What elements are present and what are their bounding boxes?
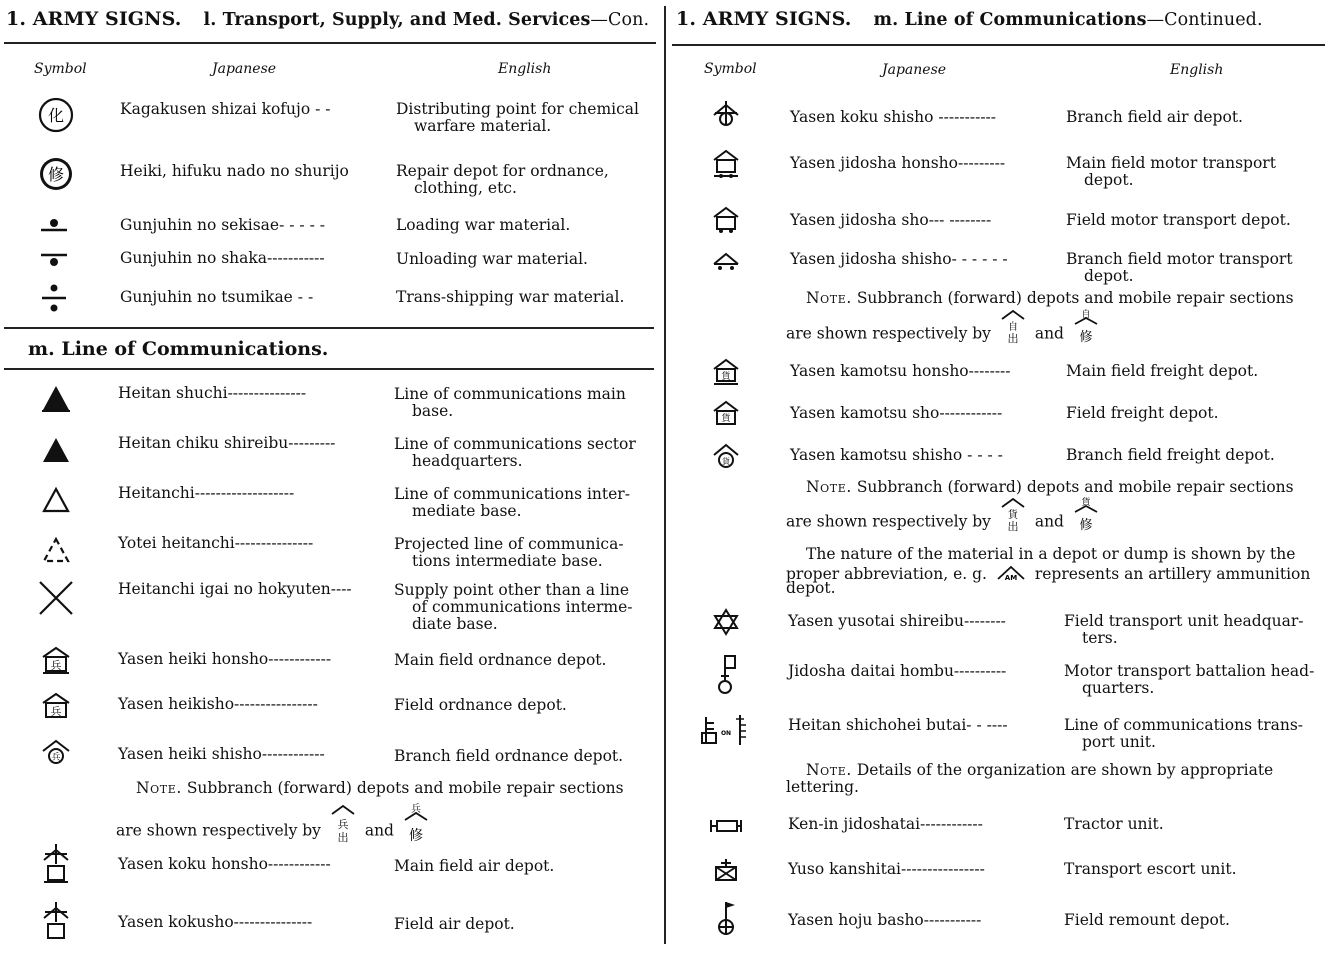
subbranch-depot-icon xyxy=(330,804,356,859)
subbranch-depot-icon xyxy=(1000,309,1026,360)
japanese-term: Heitanchi------------------- xyxy=(118,484,295,502)
section-rule xyxy=(4,327,654,329)
english-line: clothing, etc. xyxy=(414,179,517,197)
right-page-header xyxy=(676,8,1335,30)
english-line: Line of communications main xyxy=(394,385,626,403)
col-head-japanese: Japanese xyxy=(212,61,277,77)
note-line: are shown respectively by xyxy=(116,821,321,840)
english-term xyxy=(394,582,654,633)
svg-text:化: 化 xyxy=(47,106,65,125)
repair-depot-icon xyxy=(34,154,78,194)
english-line: Line of communications sector xyxy=(394,435,636,453)
col-head-symbol: Symbol xyxy=(34,61,87,77)
note-and: and xyxy=(1034,324,1064,343)
english-term xyxy=(1064,663,1328,697)
motor-depot-icon xyxy=(704,200,748,240)
svg-text:兵: 兵 xyxy=(50,705,62,718)
transship-icon xyxy=(32,278,76,318)
english-term: Field air depot. xyxy=(394,915,515,933)
japanese-term: Yasen kamotsu honsho-------- xyxy=(790,362,1011,380)
english-line: depot. xyxy=(1084,171,1134,189)
nature-paragraph xyxy=(786,546,1328,563)
svg-text:貨: 貨 xyxy=(1007,510,1018,521)
english-line: tions intermediate base. xyxy=(412,552,603,570)
english-term: Trans-shipping war material. xyxy=(396,288,625,306)
english-term: Field ordnance depot. xyxy=(394,696,567,714)
left-header-section: l. Transport, Supply, and Med. Services xyxy=(203,10,591,30)
subsection-title: m. Line of Communications. xyxy=(28,338,329,360)
note-label: Note. xyxy=(806,761,852,779)
mobile-repair-icon xyxy=(403,802,429,861)
english-line: Line of communications trans- xyxy=(1064,716,1304,734)
note-text xyxy=(786,779,1328,796)
col-head-english: English xyxy=(1170,62,1224,78)
note-and: and xyxy=(364,821,394,840)
english-term xyxy=(1066,251,1328,285)
japanese-term: Gunjuhin no shaka----------- xyxy=(120,249,325,267)
english-line: Distributing point for chemical xyxy=(396,100,639,118)
note-label: Note. xyxy=(806,478,852,496)
right-header-cont: —Continued. xyxy=(1146,10,1263,30)
section-rule xyxy=(4,368,654,370)
japanese-term: Kagakusen shizai kofujo - - xyxy=(120,100,331,118)
english-term: Field remount depot. xyxy=(1064,911,1230,929)
supply-point-icon xyxy=(34,578,78,618)
japanese-term: Yuso kanshitai---------------- xyxy=(788,860,985,878)
svg-text:兵: 兵 xyxy=(337,818,349,831)
japanese-term: Yasen heiki honsho------------ xyxy=(118,650,332,668)
svg-text:自: 自 xyxy=(1081,310,1091,320)
japanese-term: Heiki, hifuku nado no shurijo xyxy=(120,162,349,180)
english-term: Branch field freight depot. xyxy=(1066,446,1275,464)
col-head-japanese: Japanese xyxy=(882,62,947,78)
loc-unit-label: ON xyxy=(720,730,732,737)
english-line: base. xyxy=(412,402,454,420)
escort-unit-icon xyxy=(704,850,748,890)
branch-freight-depot-icon xyxy=(704,436,748,476)
ordnance-depot-icon xyxy=(34,686,78,726)
english-line: Line of communications inter- xyxy=(394,485,630,503)
air-depot-icon xyxy=(34,902,78,942)
left-page-header xyxy=(6,8,660,30)
english-term: Loading war material. xyxy=(396,216,571,234)
note-text xyxy=(786,762,1328,779)
main-ordnance-depot-icon xyxy=(34,640,78,680)
english-term: Main field air depot. xyxy=(394,857,555,875)
motor-battalion-hq-icon xyxy=(704,654,748,694)
svg-text:修: 修 xyxy=(1079,518,1093,533)
japanese-term: Ken-in jidoshatai------------ xyxy=(788,815,983,833)
svg-text:出: 出 xyxy=(1007,332,1019,345)
branch-ordnance-depot-icon xyxy=(34,732,78,772)
english-term: Unloading war material. xyxy=(396,250,588,268)
main-freight-depot-icon xyxy=(704,352,748,392)
english-term: Tractor unit. xyxy=(1064,815,1164,833)
header-rule xyxy=(672,44,1325,46)
english-line: headquarters. xyxy=(412,452,523,470)
loc-transport-unit-icon xyxy=(698,710,754,750)
english-line: Branch field motor transport xyxy=(1066,250,1293,268)
english-term xyxy=(396,163,654,197)
japanese-term: Heitan shichohei butai- - ---- xyxy=(788,716,1008,734)
nature-line: proper abbreviation, e. g. xyxy=(786,565,987,583)
intermediate-base-icon xyxy=(34,480,78,520)
note-line: lettering. xyxy=(786,778,859,796)
branch-air-depot-icon xyxy=(704,94,748,134)
main-air-depot-icon xyxy=(34,844,78,884)
japanese-term: Yasen jidosha honsho--------- xyxy=(790,154,1006,172)
svg-text:兵: 兵 xyxy=(51,753,61,763)
svg-text:修: 修 xyxy=(47,165,65,184)
english-line: mediate base. xyxy=(412,502,522,520)
nature-line: represents an artillery ammunition xyxy=(1034,565,1311,583)
subbranch-depot-icon xyxy=(1000,497,1026,548)
japanese-term: Yasen kamotsu shisho - - - - xyxy=(790,446,1003,464)
note-label: Note. xyxy=(806,289,852,307)
branch-motor-depot-icon xyxy=(704,242,748,282)
english-term xyxy=(394,386,654,420)
unloading-icon xyxy=(32,240,76,280)
english-line: Repair depot for ordnance, xyxy=(396,162,609,180)
col-head-symbol: Symbol xyxy=(704,61,757,77)
english-line: Projected line of communica- xyxy=(394,535,624,553)
english-term: Main field ordnance depot. xyxy=(394,651,607,669)
note-line: Subbranch (forward) depots and mobile repair sections xyxy=(186,779,624,797)
note-line: Subbranch (forward) depots and mobile repair sections xyxy=(856,289,1294,307)
english-line: ters. xyxy=(1082,629,1118,647)
svg-text:貨: 貨 xyxy=(721,414,731,424)
english-term xyxy=(394,536,654,570)
english-line: of communications interme- xyxy=(412,598,633,616)
english-term: Field motor transport depot. xyxy=(1066,211,1291,229)
svg-text:貨: 貨 xyxy=(721,372,731,382)
svg-text:出: 出 xyxy=(1007,520,1019,533)
english-line: port unit. xyxy=(1082,733,1156,751)
english-term: Transport escort unit. xyxy=(1064,860,1237,878)
freight-depot-icon xyxy=(704,394,748,434)
svg-text:修: 修 xyxy=(408,828,423,844)
left-header-cont: —Con. xyxy=(590,10,650,30)
mobile-repair-icon xyxy=(1073,496,1099,549)
english-term xyxy=(1066,155,1328,189)
japanese-term: Jidosha daitai hombu---------- xyxy=(788,662,1007,680)
note-and: and xyxy=(1034,512,1064,531)
japanese-term: Yasen jidosha sho--- -------- xyxy=(790,211,992,229)
note-text xyxy=(786,308,1186,361)
note-text xyxy=(786,479,1328,496)
tractor-unit-icon xyxy=(704,806,748,846)
remount-depot-icon xyxy=(704,898,748,938)
japanese-term: Heitan shuchi--------------- xyxy=(118,384,307,402)
english-line: Field transport unit headquar- xyxy=(1064,612,1304,630)
japanese-term: Gunjuhin no sekisae- - - - - xyxy=(120,216,325,234)
japanese-term: Yasen koku shisho ----------- xyxy=(790,108,997,126)
japanese-term: Yotei heitanchi--------------- xyxy=(118,534,314,552)
right-column xyxy=(670,0,1339,958)
right-header-section: m. Line of Communications xyxy=(873,10,1147,30)
note-text xyxy=(786,290,1328,307)
japanese-term: Yasen heiki shisho------------ xyxy=(118,745,325,763)
english-line: quarters. xyxy=(1082,679,1155,697)
english-line: Supply point other than a line xyxy=(394,581,630,599)
svg-text:出: 出 xyxy=(337,831,349,844)
nature-line: The nature of the material in a depot or dump is shown by the xyxy=(806,545,1296,563)
mobile-repair-icon xyxy=(1073,308,1099,361)
english-term: Field freight depot. xyxy=(1066,404,1219,422)
japanese-term: Yasen jidosha shisho- - - - - - xyxy=(790,250,1008,268)
note-label: Note. xyxy=(136,779,182,797)
main-motor-depot-icon xyxy=(704,144,748,184)
svg-text:兵: 兵 xyxy=(50,659,62,672)
english-term xyxy=(1064,717,1328,751)
english-line: warfare material. xyxy=(414,117,552,135)
left-header-num: 1. ARMY SIGNS. xyxy=(6,8,182,30)
english-line: depot. xyxy=(1084,267,1134,285)
english-term: Main field freight depot. xyxy=(1066,362,1259,380)
english-term xyxy=(1064,613,1328,647)
japanese-term: Yasen yusotai shireibu-------- xyxy=(788,612,1006,630)
japanese-term: Yasen koku honsho------------ xyxy=(118,855,331,873)
svg-text:貨: 貨 xyxy=(722,457,730,466)
note-line: are shown respectively by xyxy=(786,512,991,531)
english-term: Branch field air depot. xyxy=(1066,108,1243,126)
main-base-icon xyxy=(34,378,78,418)
svg-text:貨: 貨 xyxy=(1081,498,1091,508)
svg-text:修: 修 xyxy=(1079,330,1093,345)
nature-line: depot. xyxy=(786,579,836,597)
note-line: Details of the organization are shown by appropriate xyxy=(856,761,1274,779)
field-transport-hq-icon xyxy=(704,602,748,642)
note-text xyxy=(786,496,1186,549)
english-line: Motor transport battalion head- xyxy=(1064,662,1315,680)
japanese-term: Heitan chiku shireibu--------- xyxy=(118,434,336,452)
left-column xyxy=(0,0,664,958)
note-text xyxy=(116,802,516,861)
japanese-term: Gunjuhin no tsumikae - - xyxy=(120,288,314,306)
english-term: Branch field ordnance depot. xyxy=(394,747,624,765)
note-text xyxy=(116,780,654,797)
svg-text:自: 自 xyxy=(1007,322,1018,333)
projected-base-icon xyxy=(34,530,78,570)
english-term xyxy=(396,101,654,135)
ammunition-abbr: AM xyxy=(1004,574,1018,582)
note-line: are shown respectively by xyxy=(786,324,991,343)
japanese-term: Yasen kokusho--------------- xyxy=(118,913,313,931)
chem-depot-icon xyxy=(34,95,78,135)
english-term xyxy=(394,436,654,470)
column-divider xyxy=(664,6,666,944)
japanese-term: Yasen kamotsu sho------------ xyxy=(790,404,1003,422)
svg-text:兵: 兵 xyxy=(410,804,421,815)
note-line: Subbranch (forward) depots and mobile repair sections xyxy=(856,478,1294,496)
english-line: Main field motor transport xyxy=(1066,154,1276,172)
col-head-english: English xyxy=(498,61,552,77)
nature-paragraph xyxy=(786,580,1328,597)
japanese-term: Yasen heikisho---------------- xyxy=(118,695,318,713)
sector-hq-icon xyxy=(34,430,78,470)
english-term xyxy=(394,486,654,520)
english-line: diate base. xyxy=(412,615,498,633)
header-rule xyxy=(4,42,656,44)
japanese-term: Heitanchi igai no hokyuten---- xyxy=(118,580,352,598)
right-header-num: 1. ARMY SIGNS. xyxy=(676,8,852,30)
japanese-term: Yasen hoju basho----------- xyxy=(788,911,982,929)
